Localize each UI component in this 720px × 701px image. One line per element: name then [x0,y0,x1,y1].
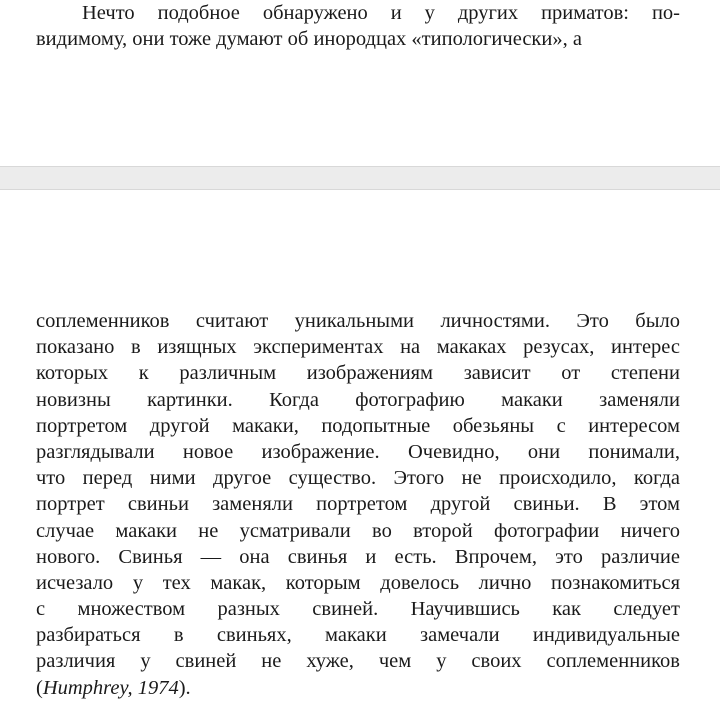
text-line: соплеменников считают уникальными личностями. Это было [36,310,680,332]
text-line: портретом другой макаки, подопытные обезьяны с интересом [36,414,680,437]
text-line: разбираться в свиньях, макаки замечали индивидуальные [36,624,680,647]
text-line: видимому, они тоже думают об инородцах «типологически», а [36,28,582,51]
citation-line [36,675,680,701]
text-line: что перед ними другое существо. Этого не происходило, когда [36,467,680,490]
citation-open: ( [36,676,43,699]
page-bottom-text [36,308,680,701]
text-line: которых к различным изображениям зависит от степени [36,362,680,385]
text-line: различия у свиней не хуже, чем у своих соплеменников [36,650,680,673]
text-line: портрет свиньи заменяли портретом другой свиньи. В этом [36,493,680,516]
text-line: нового. Свинья — она свинья и есть. Впрочем, это различие [36,545,680,568]
page-top-text [36,0,680,52]
text-line: разглядывали новое изображение. Очевидно, они понимали, [36,440,680,463]
page-bottom [0,190,720,701]
text-line: с множеством разных свиней. Научившись как следует [36,598,680,621]
text-line: Нечто подобное обнаружено и у других приматов: по- [82,2,680,24]
citation-reference: Humphrey, 1974 [42,676,179,699]
page-separator [0,166,720,190]
page-top [0,0,720,166]
text-line: новизны картинки. Когда фотографию макаки заменяли [36,388,680,411]
text-line: исчезало у тех макак, которым довелось лично познакомиться [36,571,680,594]
text-line: показано в изящных экспериментах на макаках резусах, интерес [36,336,680,359]
citation-close: ). [178,676,191,699]
text-line: случае макаки не усматривали во второй фотографии ничего [36,519,680,542]
